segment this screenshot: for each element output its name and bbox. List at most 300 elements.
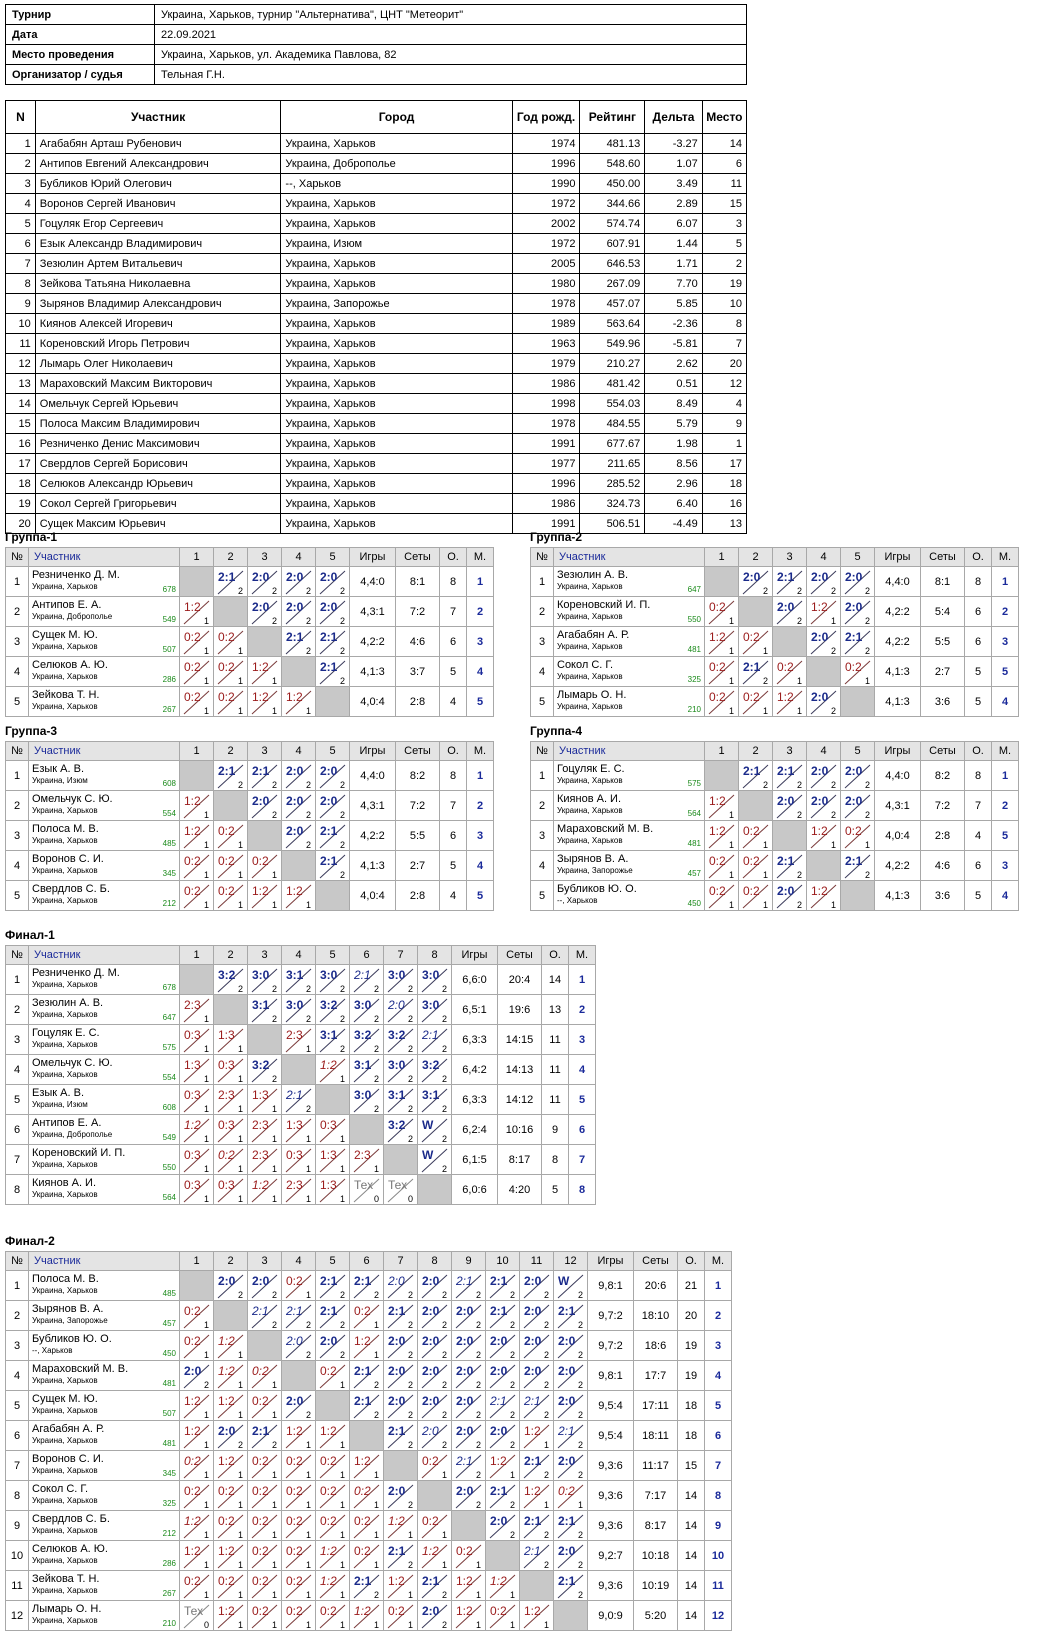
player-name: Антипов Е. А.	[32, 1117, 102, 1129]
match-points: 2	[305, 1410, 311, 1420]
match-points: 1	[203, 1104, 209, 1114]
score-cell	[248, 761, 282, 791]
score-cell	[214, 965, 248, 995]
score-cell	[316, 1055, 350, 1085]
sets-cell: 3:6	[921, 687, 965, 717]
match-points: 2	[407, 1440, 413, 1450]
match-score: 2:1	[286, 630, 304, 644]
score-cell	[350, 1025, 384, 1055]
col-sets: Сеты	[396, 742, 440, 761]
match-points: 1	[475, 1620, 481, 1630]
player-row	[6, 687, 494, 717]
match-score: 1:3	[184, 1058, 201, 1072]
match-score: 0:3	[184, 1028, 201, 1042]
score-cell	[350, 1361, 384, 1391]
player-rating: 212	[162, 1529, 176, 1538]
match-score: 2:0	[184, 1364, 202, 1378]
games-cell: 4,2:2	[350, 627, 396, 657]
points-cell: 9	[542, 1115, 569, 1145]
score-cell	[418, 1391, 452, 1421]
match-score: 0:2	[252, 1514, 269, 1528]
player-cell	[29, 761, 180, 791]
participant-cell: 16	[702, 494, 746, 514]
row-number: 3	[6, 1025, 29, 1055]
match-points: 2	[441, 1440, 447, 1450]
player-rating: 678	[162, 585, 176, 594]
score-cell	[520, 1421, 554, 1451]
score-cell	[486, 1421, 520, 1451]
match-points: 1	[830, 840, 836, 850]
score-cell	[248, 1145, 282, 1175]
match-score: 2:0	[320, 570, 338, 584]
col-n: №	[531, 548, 554, 567]
games-cell: 6,1:5	[452, 1145, 498, 1175]
col-opponent: 12	[554, 1252, 588, 1271]
match-score: 2:1	[490, 1304, 508, 1318]
match-points: 1	[762, 840, 768, 850]
col-opponent: 7	[384, 1252, 418, 1271]
match-points: 2	[237, 1440, 243, 1450]
score-cell	[739, 851, 773, 881]
match-score: 3:2	[422, 1058, 440, 1072]
score-cell	[248, 1421, 282, 1451]
match-points: 2	[475, 1470, 481, 1480]
player-cell	[554, 851, 705, 881]
col-n: №	[6, 1252, 29, 1271]
match-score: 2:0	[422, 1394, 440, 1408]
player-rating: 450	[687, 899, 701, 908]
match-score: 0:3	[320, 1118, 337, 1132]
score-cell	[282, 597, 316, 627]
sets-cell: 7:2	[921, 791, 965, 821]
match-score: 2:0	[456, 1394, 474, 1408]
match-points: 2	[441, 1620, 447, 1630]
player-name: Резниченко Д. М.	[32, 569, 120, 581]
column-header: Рейтинг	[580, 101, 645, 134]
match-points: 1	[203, 1320, 209, 1330]
match-points: 2	[762, 586, 768, 596]
match-score: 2:1	[320, 660, 338, 674]
match-score: Тех	[354, 1178, 374, 1192]
match-points: 2	[475, 1440, 481, 1450]
place-cell: 3	[705, 1331, 732, 1361]
match-score: 2:3	[286, 1028, 303, 1042]
score-cell	[316, 1175, 350, 1205]
player-row	[6, 851, 494, 881]
place-cell: 12	[705, 1601, 732, 1631]
sets-cell: 8:17	[634, 1511, 678, 1541]
row-number: 9	[6, 1511, 29, 1541]
match-score: 2:0	[524, 1334, 542, 1348]
match-points: 2	[577, 1350, 583, 1360]
match-score: 2:0	[777, 600, 795, 614]
score-cell	[282, 1175, 316, 1205]
sets-cell: 4:6	[396, 627, 440, 657]
score-cell	[180, 1481, 214, 1511]
match-score: 0:2	[709, 854, 726, 868]
cross-table	[5, 741, 494, 911]
info-row	[6, 65, 747, 85]
participant-cell: Бубликов Юрий Олегович	[35, 174, 281, 194]
games-cell: 4,0:4	[350, 881, 396, 911]
player-row	[6, 1541, 732, 1571]
self-cell	[418, 1481, 452, 1511]
player-city: Украина, Харьков	[32, 806, 98, 815]
score-cell	[418, 1571, 452, 1601]
sets-cell: 10:19	[634, 1571, 678, 1601]
participant-cell: 8.56	[645, 454, 703, 474]
score-cell	[316, 1601, 350, 1631]
row-number: 8	[6, 1175, 29, 1205]
match-points: 2	[339, 1290, 345, 1300]
score-cell	[520, 1271, 554, 1301]
score-cell	[180, 1025, 214, 1055]
participant-cell: 9	[702, 414, 746, 434]
row-number: 4	[6, 851, 29, 881]
player-city: Украина, Харьков	[557, 672, 623, 681]
match-score: 2:1	[388, 1544, 406, 1558]
info-row	[6, 25, 747, 45]
participant-cell: Украина, Харьков	[281, 314, 512, 334]
match-points: 2	[339, 1320, 345, 1330]
score-cell	[282, 1451, 316, 1481]
match-points: 2	[577, 1560, 583, 1570]
match-score: 2:0	[558, 1394, 576, 1408]
match-score: 2:0	[558, 1334, 576, 1348]
match-score: 3:0	[320, 968, 338, 982]
score-cell	[180, 791, 214, 821]
score-cell	[418, 1421, 452, 1451]
games-cell: 6,6:0	[452, 965, 498, 995]
match-score: 1:3	[320, 1148, 337, 1162]
match-score: 0:2	[777, 660, 794, 674]
place-cell: 5	[705, 1391, 732, 1421]
match-points: 2	[407, 1500, 413, 1510]
player-name: Гоцуляк Е. С.	[32, 1027, 100, 1039]
score-cell	[248, 1085, 282, 1115]
score-cell	[418, 1145, 452, 1175]
score-cell	[248, 965, 282, 995]
sets-cell: 8:1	[396, 567, 440, 597]
place-cell: 1	[467, 567, 494, 597]
self-cell	[705, 567, 739, 597]
sets-cell: 5:4	[921, 597, 965, 627]
score-cell	[554, 1451, 588, 1481]
match-score: 2:0	[524, 1364, 542, 1378]
score-cell	[214, 761, 248, 791]
match-points: 2	[864, 586, 870, 596]
participant-cell: 11	[702, 174, 746, 194]
score-cell	[180, 597, 214, 627]
match-score: 0:2	[286, 1514, 303, 1528]
sets-cell: 8:2	[396, 761, 440, 791]
score-cell	[282, 965, 316, 995]
points-cell: 6	[965, 627, 992, 657]
match-points: 1	[203, 1500, 209, 1510]
self-cell	[248, 627, 282, 657]
player-rating: 554	[162, 1073, 176, 1082]
info-row	[6, 45, 747, 65]
participant-cell: 1986	[512, 374, 580, 394]
points-cell: 15	[678, 1451, 705, 1481]
player-cell	[29, 1331, 180, 1361]
place-cell: 7	[705, 1451, 732, 1481]
match-points: 2	[475, 1350, 481, 1360]
match-score: 3:2	[252, 1058, 270, 1072]
participant-cell: 2.62	[645, 354, 703, 374]
match-score: 1:2	[218, 1394, 235, 1408]
match-points: 1	[203, 1164, 209, 1174]
points-cell: 18	[678, 1391, 705, 1421]
match-points: 1	[441, 1560, 447, 1570]
participant-cell: 2	[6, 154, 36, 174]
player-rating: 267	[162, 705, 176, 714]
match-score: 0:2	[252, 1364, 269, 1378]
player-name: Свердлов С. Б.	[32, 883, 110, 895]
match-points: 2	[373, 1104, 379, 1114]
match-score: 2:0	[524, 1304, 542, 1318]
participant-cell: Гоцуляк Егор Сергеевич	[35, 214, 281, 234]
match-score: 2:1	[743, 764, 761, 778]
points-cell: 14	[678, 1541, 705, 1571]
sets-cell: 18:10	[634, 1301, 678, 1331]
score-cell	[350, 965, 384, 995]
info-key: Место проведения	[6, 45, 155, 65]
player-cell	[29, 881, 180, 911]
points-cell: 13	[542, 995, 569, 1025]
score-cell	[486, 1451, 520, 1481]
match-score: 2:1	[845, 630, 863, 644]
match-score: 2:0	[422, 1334, 440, 1348]
games-cell: 4,1:3	[350, 657, 396, 687]
match-score: 0:2	[354, 1514, 371, 1528]
participant-cell: Зезюлин Артем Витальевич	[35, 254, 281, 274]
match-score: 1:2	[184, 1118, 201, 1132]
sets-cell: 7:2	[396, 597, 440, 627]
cross-table	[530, 741, 1019, 911]
self-cell	[350, 1115, 384, 1145]
match-points: 2	[237, 1290, 243, 1300]
player-city: Украина, Харьков	[32, 836, 98, 845]
match-score: 2:0	[811, 570, 829, 584]
match-score: 2:1	[777, 764, 795, 778]
games-cell: 6,0:6	[452, 1175, 498, 1205]
score-cell	[350, 1601, 384, 1631]
match-score: 2:0	[286, 794, 304, 808]
score-cell	[180, 1601, 214, 1631]
points-cell: 19	[678, 1361, 705, 1391]
score-cell	[282, 1145, 316, 1175]
row-number: 3	[6, 821, 29, 851]
match-score: 1:2	[456, 1574, 473, 1588]
match-points: 1	[728, 810, 734, 820]
match-score: 1:2	[709, 824, 726, 838]
match-points: 1	[373, 1560, 379, 1570]
match-score: 3:2	[320, 998, 338, 1012]
score-cell	[180, 1145, 214, 1175]
match-score: 3:0	[252, 968, 270, 982]
col-opponent: 3	[773, 742, 807, 761]
player-rating: 575	[687, 779, 701, 788]
match-score: 2:0	[422, 1304, 440, 1318]
player-cell	[29, 1145, 180, 1175]
games-cell: 9,0:9	[588, 1601, 634, 1631]
participant-row	[6, 314, 747, 334]
row-number: 2	[6, 1301, 29, 1331]
info-key: Дата	[6, 25, 155, 45]
score-cell	[180, 657, 214, 687]
match-score: 1:2	[524, 1424, 541, 1438]
match-points: 2	[373, 1590, 379, 1600]
score-cell	[350, 1451, 384, 1481]
col-opponent: 2	[739, 742, 773, 761]
player-cell	[29, 965, 180, 995]
participant-cell: --, Харьков	[281, 174, 512, 194]
sets-cell: 8:1	[921, 567, 965, 597]
match-points: 2	[509, 1410, 515, 1420]
participant-row	[6, 374, 747, 394]
match-score: 0:2	[320, 1454, 337, 1468]
match-score: 0:2	[184, 854, 201, 868]
player-city: Украина, Харьков	[32, 980, 98, 989]
score-cell	[486, 1361, 520, 1391]
row-number: 5	[531, 881, 554, 911]
place-cell: 4	[992, 687, 1019, 717]
player-name: Мараховский М. В.	[557, 823, 654, 835]
player-cell	[29, 1391, 180, 1421]
games-cell: 4,2:2	[875, 597, 921, 627]
player-row	[531, 791, 1019, 821]
header-row	[6, 742, 494, 761]
player-name: Зырянов В. А.	[32, 1303, 104, 1315]
match-score: 0:2	[286, 1574, 303, 1588]
col-opponent: 3	[773, 548, 807, 567]
player-rating: 457	[162, 1319, 176, 1328]
col-points: О.	[440, 548, 467, 567]
match-score: 2:1	[490, 1484, 508, 1498]
score-cell	[248, 567, 282, 597]
score-cell	[248, 1115, 282, 1145]
score-cell	[520, 1331, 554, 1361]
match-score: 0:2	[490, 1604, 507, 1618]
match-score: 0:2	[320, 1604, 337, 1618]
col-points: О.	[965, 742, 992, 761]
player-name: Селюков А. Ю.	[32, 659, 108, 671]
participant-cell: Украина, Харьков	[281, 394, 512, 414]
col-player: Участник	[554, 742, 705, 761]
match-score: 2:0	[524, 1274, 542, 1288]
player-cell	[29, 1571, 180, 1601]
match-points: 1	[203, 1440, 209, 1450]
match-score: 1:2	[184, 1394, 201, 1408]
match-points: 2	[441, 1164, 447, 1174]
score-cell	[520, 1481, 554, 1511]
match-score: 0:3	[218, 1178, 235, 1192]
match-points: 1	[407, 1530, 413, 1540]
place-cell: 3	[992, 851, 1019, 881]
score-cell	[214, 687, 248, 717]
match-score: 2:1	[388, 1304, 406, 1318]
place-cell: 4	[705, 1361, 732, 1391]
score-cell	[418, 1331, 452, 1361]
player-row	[6, 1451, 732, 1481]
participant-cell: 1990	[512, 174, 580, 194]
match-score: 2:0	[320, 794, 338, 808]
player-rating: 210	[162, 1619, 176, 1628]
match-score: 0:2	[252, 1544, 269, 1558]
participant-cell: 5	[6, 214, 36, 234]
match-points: 1	[237, 1074, 243, 1084]
player-rating: 325	[687, 675, 701, 684]
match-score: 0:2	[286, 1484, 303, 1498]
place-cell: 3	[467, 821, 494, 851]
column-header: Участник	[35, 101, 281, 134]
score-cell	[418, 1055, 452, 1085]
player-row	[6, 1025, 596, 1055]
participant-cell: 4	[702, 394, 746, 414]
points-cell: 5	[965, 687, 992, 717]
match-score: 0:2	[286, 1604, 303, 1618]
games-cell: 9,5:4	[588, 1391, 634, 1421]
match-score: 3:2	[388, 1028, 406, 1042]
info-key: Турнир	[6, 5, 155, 25]
points-cell: 14	[678, 1601, 705, 1631]
match-score: 2:0	[811, 690, 829, 704]
match-score: 1:2	[218, 1334, 235, 1348]
match-points: 2	[762, 780, 768, 790]
player-name: Сокол С. Г.	[557, 659, 614, 671]
match-score: 0:3	[286, 1148, 303, 1162]
match-score: 0:2	[845, 824, 862, 838]
match-score: 3:1	[286, 968, 304, 982]
match-score: 2:1	[388, 1424, 406, 1438]
match-points: 2	[339, 676, 345, 686]
match-score: 2:1	[354, 968, 371, 982]
participant-row	[6, 334, 747, 354]
score-cell	[248, 1055, 282, 1085]
match-score: 2:0	[218, 1274, 236, 1288]
col-place: М.	[992, 742, 1019, 761]
match-score: 3:1	[252, 998, 270, 1012]
row-number: 1	[6, 1271, 29, 1301]
col-opponent: 4	[807, 742, 841, 761]
match-score: 2:1	[558, 1304, 576, 1318]
row-number: 3	[6, 627, 29, 657]
match-score: 2:1	[286, 1304, 303, 1318]
participant-cell: 1991	[512, 514, 580, 534]
match-points: 2	[237, 780, 243, 790]
self-cell	[418, 1175, 452, 1205]
games-cell: 9,5:4	[588, 1421, 634, 1451]
match-points: 1	[339, 1074, 345, 1084]
match-points: 2	[271, 780, 277, 790]
match-points: 1	[237, 1530, 243, 1540]
player-row	[6, 821, 494, 851]
match-points: 2	[509, 1320, 515, 1330]
player-cell	[29, 1085, 180, 1115]
match-points: 2	[830, 810, 836, 820]
match-score: 1:2	[184, 794, 201, 808]
match-score: 0:2	[320, 1514, 337, 1528]
score-cell	[384, 965, 418, 995]
player-cell	[554, 791, 705, 821]
col-place: М.	[467, 548, 494, 567]
col-opponent: 4	[282, 742, 316, 761]
score-cell	[384, 1301, 418, 1331]
match-points: 2	[407, 1290, 413, 1300]
points-cell: 5	[440, 851, 467, 881]
header-row	[531, 548, 1019, 567]
